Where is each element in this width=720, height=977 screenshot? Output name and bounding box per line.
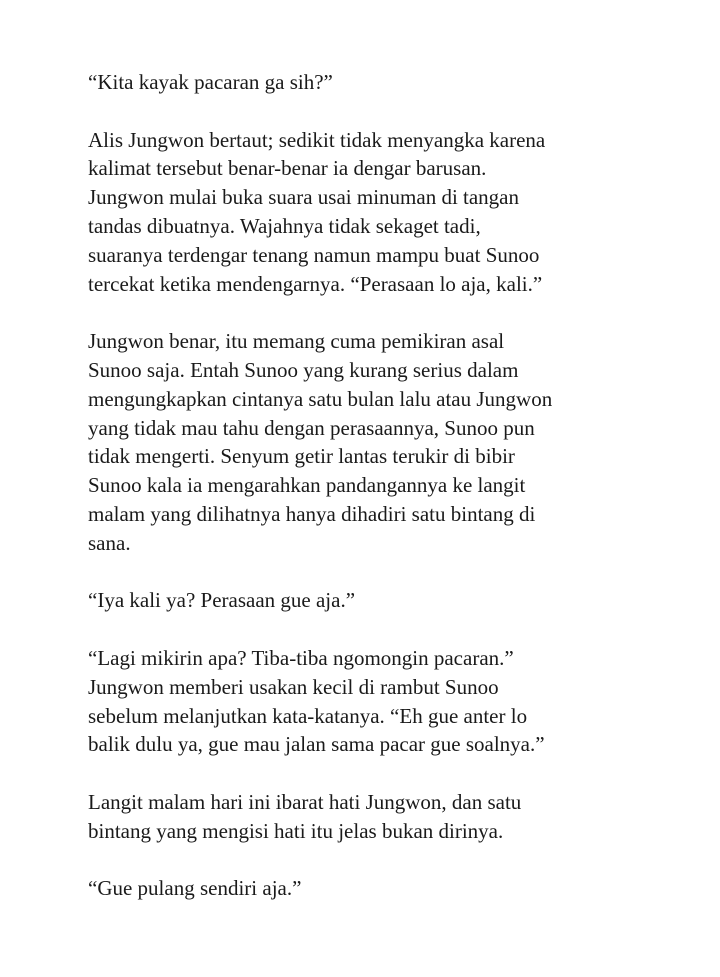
paragraph-jungwon-offer: “Lagi mikirin apa? Tiba-tiba ngomongin pacaran.” Jungwon memberi usakan kecil di rambut Sunoo sebelum melanjutkan kata-katanya. “Eh gue anter lo balik dulu ya, gue mau jalan sama pacar gue soalnya.”: [88, 645, 545, 757]
paragraph-jungwon-reply: Alis Jungwon bertaut; sedikit tidak menyangka karena kalimat tersebut benar-benar ia dengar barusan. Jungwon mulai buka suara usai minuman di tangan tandas dibuatnya. Wajahnya tidak sekaget tadi, suaranya terdengar tenang namun mampu buat Sunoo tercekat ketika mendengarnya. “Perasaan lo aja, kali.”: [88, 127, 546, 296]
paragraph-closing-line: “Gue pulang sendiri aja.”: [88, 876, 302, 901]
story-page: [88, 68, 640, 903]
paragraph-sunoo-response: “Iya kali ya? Perasaan gue aja.”: [88, 588, 356, 613]
paragraph-sunoo-reflection: Jungwon benar, itu memang cuma pemikiran asal Sunoo saja. Entah Sunoo yang kurang serius dalam mengungkapkan cintanya satu bulan lalu atau Jungwon yang tidak mau tahu dengan perasaannya, Sunoo pun tidak mengerti. Senyum getir lantas terukir di bibir Sunoo kala ia mengarahkan pandangannya ke langit malam yang dilihatnya hanya dihadiri satu bintang di sana.: [88, 329, 553, 555]
paragraph-opening-question: “Kita kayak pacaran ga sih?”: [88, 70, 333, 94]
paragraph-night-sky: Langit malam hari ini ibarat hati Jungwon, dan satu bintang yang mengisi hati itu jelas bukan dirinya.: [88, 789, 522, 843]
